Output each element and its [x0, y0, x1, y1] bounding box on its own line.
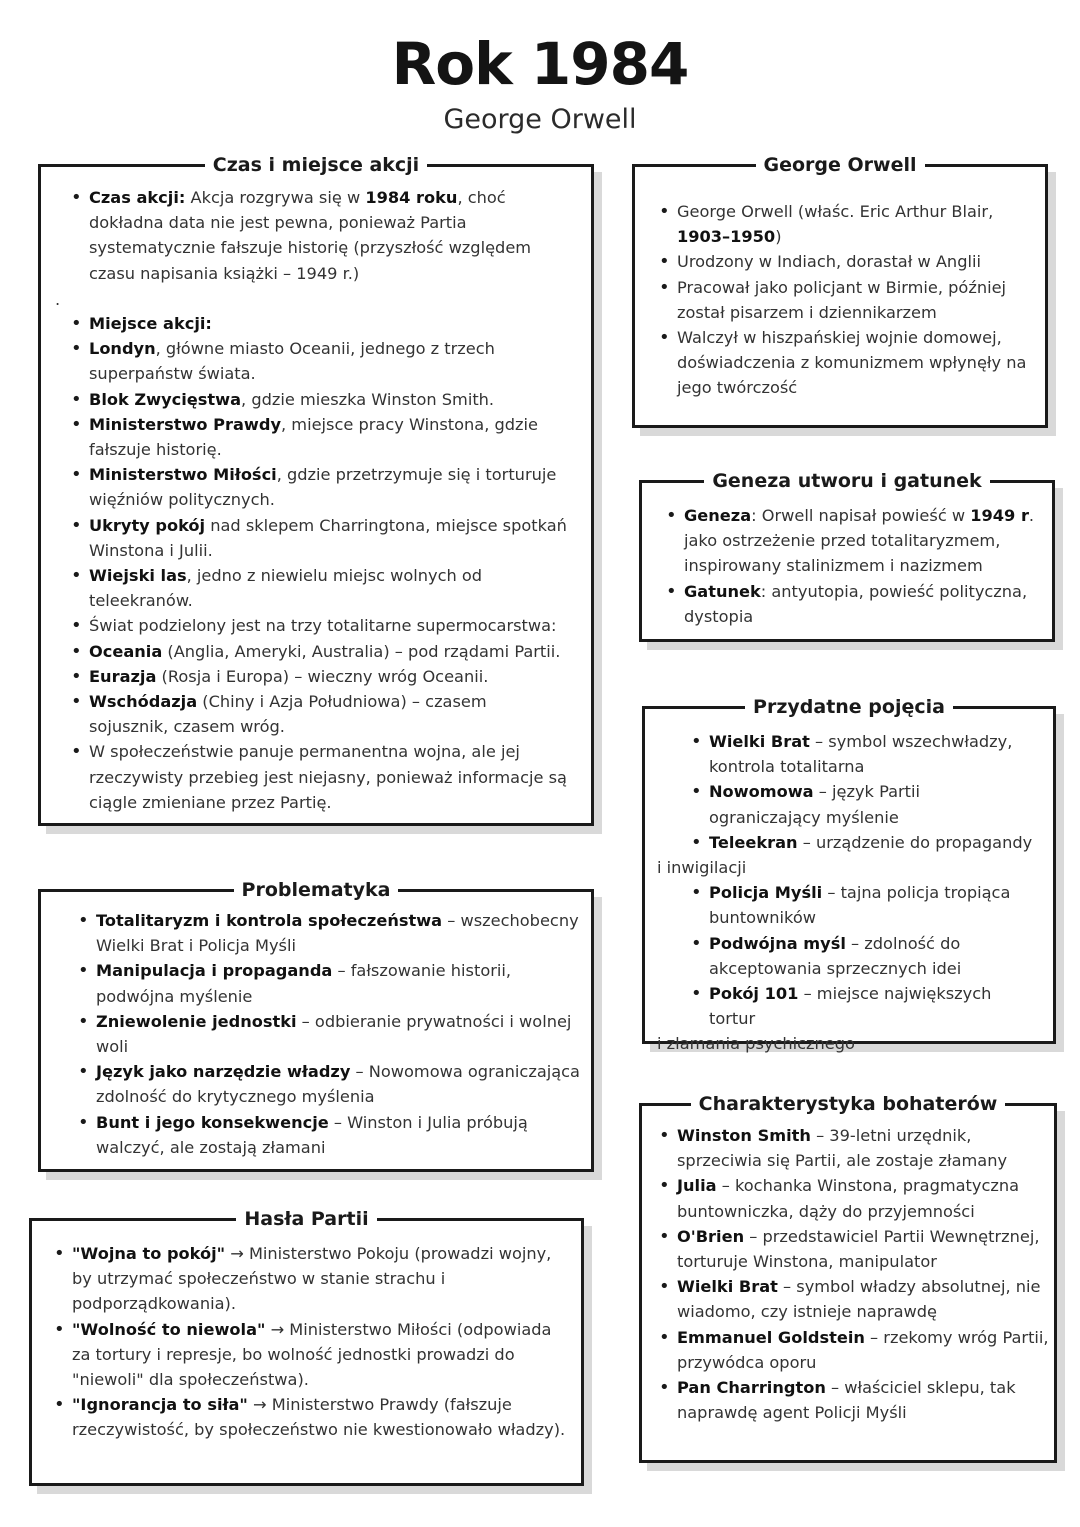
list-item: • "Ignorancja to siła" → Ministerstwo Prawdy (fałszuje rzeczywistość, by społeczeństwo nie kwestionowało władzy). [52, 1392, 572, 1442]
list-item: • Wschódazja (Chiny i Azja Południowa) – czasem sojusznik, czasem wróg. [69, 689, 569, 739]
list-item: • Eurazja (Rosja i Europa) – wieczny wróg Oceanii. [69, 664, 569, 689]
list-item: • Urodzony w Indiach, dorastał w Anglii [657, 249, 1029, 274]
section-orwell-title-bar [635, 153, 1045, 178]
list-item: • Manipulacja i propaganda – fałszowanie historii, podwójna myślenie [76, 958, 582, 1008]
list-item: • Świat podzielony jest na trzy totalitarne supermocarstwa: [69, 613, 569, 638]
section-geneza-list [664, 503, 1042, 629]
section-hasla-title: Hasła Partii [236, 1208, 376, 1230]
list-item: • George Orwell (właśc. Eric Arthur Blair, 1903–1950) [657, 199, 1029, 249]
section-pojecia-title: Przydatne pojęcia [745, 696, 953, 718]
stray-dot: . [55, 290, 61, 309]
section-czas [38, 154, 594, 826]
section-bohaterowie [639, 1093, 1057, 1463]
section-czas-list-2 [69, 311, 569, 815]
section-pojecia-list [657, 729, 1035, 1057]
list-item: • Policja Myśli – tajna policja tropiąca buntowników [689, 880, 1035, 930]
section-hasla-title-bar [32, 1207, 581, 1232]
list-item: • "Wolność to niewola" → Ministerstwo Miłości (odpowiada za tortury i represje, bo wolność jednostki prowadzi do "niewoli" dla społeczeństwa). [52, 1317, 572, 1393]
section-orwell-list [657, 199, 1029, 401]
section-bohaterowie-title-bar [642, 1092, 1054, 1117]
section-geneza [639, 470, 1055, 642]
list-item: • Język jako narzędzie władzy – Nowomowa ograniczająca zdolność do krytycznego myślenia [76, 1059, 582, 1109]
list-item: • Geneza: Orwell napisał powieść w 1949 r. jako ostrzeżenie przed totalitaryzmem, inspirowany stalinizmem i nazizmem [664, 503, 1042, 579]
list-item-continuation: i złamania psychicznego [657, 1034, 855, 1054]
list-item: • Miejsce akcji: [69, 311, 569, 336]
list-item: • Nowomowa – język Partii ograniczający myślenie [689, 779, 1035, 829]
list-item: • Czas akcji: Akcja rozgrywa się w 1984 roku, choć dokładna data nie jest pewna, ponieważ Partia systematycznie fałszuje historię (przyszłość względem czasu napisania książki – 1949 r.) [69, 185, 569, 286]
list-item: • Pokój 101 – miejsce największych tortur [689, 981, 1035, 1031]
list-item: • Pracował jako policjant w Birmie, później został pisarzem i dziennikarzem [657, 275, 1029, 325]
list-item: • Wielki Brat – symbol władzy absolutnej, nie wiadomo, czy istnieje naprawdę [657, 1274, 1049, 1324]
list-item: • Podwójna myśl – zdolność do akceptowania sprzecznych idei [689, 931, 1035, 981]
list-item: • Oceania (Anglia, Ameryki, Australia) – pod rządami Partii. [69, 639, 569, 664]
list-item: • Gatunek: antyutopia, powieść polityczna, dystopia [664, 579, 1042, 629]
section-geneza-title: Geneza utworu i gatunek [704, 470, 989, 492]
list-item: • Bunt i jego konsekwencje – Winston i Julia próbują walczyć, ale zostają złamani [76, 1110, 582, 1160]
section-problematyka-title: Problematyka [234, 879, 399, 901]
section-geneza-title-bar [642, 469, 1052, 494]
section-orwell [632, 154, 1048, 428]
list-item: • Wiejski las, jedno z niewielu miejsc wolnych od teleekranów. [69, 563, 569, 613]
list-item: • Totalitaryzm i kontrola społeczeństwa – wszechobecny Wielki Brat i Policja Myśli [76, 908, 582, 958]
list-item: • Ukryty pokój nad sklepem Charringtona, miejsce spotkań Winstona i Julii. [69, 513, 569, 563]
list-item: • Julia – kochanka Winstona, pragmatyczna buntowniczka, dąży do przyjemności [657, 1173, 1049, 1223]
section-czas-list-1 [69, 185, 569, 286]
section-czas-title-bar [41, 153, 591, 178]
section-hasla-list [52, 1241, 572, 1443]
list-item: • Wielki Brat – symbol wszechwładzy, kontrola totalitarna [689, 729, 1035, 779]
list-item: • Winston Smith – 39-letni urzędnik, sprzeciwia się Partii, ale zostaje złamany [657, 1123, 1049, 1173]
page-title: Rok 1984 [391, 30, 689, 98]
list-item: • Ministerstwo Prawdy, miejsce pracy Winstona, gdzie fałszuje historię. [69, 412, 569, 462]
list-item: • Ministerstwo Miłości, gdzie przetrzymuje się i torturuje więźniów politycznych. [69, 462, 569, 512]
section-problematyka-title-bar [41, 878, 591, 903]
list-item: • Teleekran – urządzenie do propagandy [689, 830, 1035, 855]
section-pojecia [642, 696, 1056, 1054]
list-item: • Blok Zwycięstwa, gdzie mieszka Winston Smith. [69, 387, 569, 412]
section-czas-title: Czas i miejsce akcji [205, 154, 427, 176]
page-subtitle: George Orwell [443, 104, 637, 135]
section-problematyka [38, 879, 594, 1172]
section-pojecia-title-bar [645, 695, 1053, 720]
list-item: • Emmanuel Goldstein – rzekomy wróg Partii, przywódca oporu [657, 1325, 1049, 1375]
section-orwell-title: George Orwell [756, 154, 925, 176]
list-item: • Zniewolenie jednostki – odbieranie prywatności i wolnej woli [76, 1009, 582, 1059]
list-item: • Walczył w hiszpańskiej wojnie domowej, doświadczenia z komunizmem wpłynęły na jego twórczość [657, 325, 1029, 401]
list-item: • W społeczeństwie panuje permanentna wojna, ale jej rzeczywisty przebieg jest niejasny, ponieważ informacje są ciągle zmieniane przez Partię. [69, 739, 569, 815]
list-item: • Londyn, główne miasto Oceanii, jednego z trzech superpaństw świata. [69, 336, 569, 386]
section-hasla [29, 1208, 584, 1486]
section-problematyka-list [76, 908, 582, 1160]
list-item: • Pan Charrington – właściciel sklepu, tak naprawdę agent Policji Myśli [657, 1375, 1049, 1425]
list-item-continuation: i inwigilacji [657, 858, 747, 878]
section-bohaterowie-list [657, 1123, 1049, 1425]
list-item: • O'Brien – przedstawiciel Partii Wewnętrznej, torturuje Winstona, manipulator [657, 1224, 1049, 1274]
list-item: • "Wojna to pokój" → Ministerstwo Pokoju (prowadzi wojny, by utrzymać społeczeństwo w stanie strachu i podporządkowania). [52, 1241, 572, 1317]
section-bohaterowie-title: Charakterystyka bohaterów [691, 1093, 1006, 1115]
